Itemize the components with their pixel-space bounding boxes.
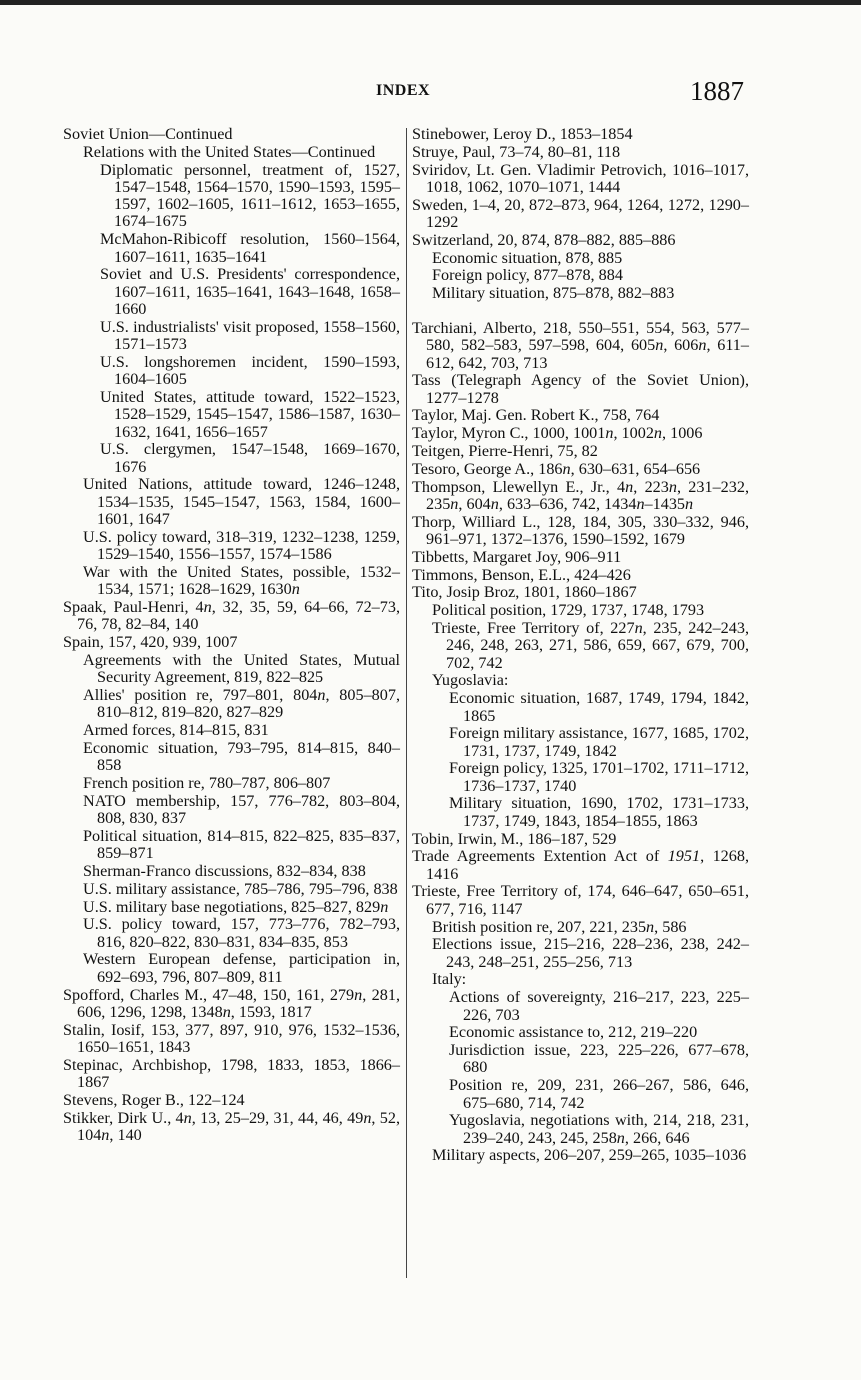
index-entry: Stinebower, Leroy D., 1853–1854 [412,125,633,143]
index-entry: Tass (Telegraph Agency of the Soviet Union), 1277–1278 [412,371,749,407]
index-subentry: Agreements with the United States, Mutual Security Agreement, 819, 822–825 [83,650,400,687]
index-entry: Struye, Paul, 73–74, 80–81, 118 [412,142,621,161]
index-entry: Tarchiani, Alberto, 218, 550–551, 554, 563, 577–580, 582–583, 597–598, 604, 605n, 606n, 611–612, 642, 703, 713 [412,318,749,372]
index-entry: Thompson, Llewellyn E., Jr., 4n, 223n, 231–232, 235n, 604n, 633–636, 742, 1434n–1435n [412,477,750,513]
index-subentry: U.S. policy toward, 318–319, 1232–1238, 1259, 1529–1540, 1556–1557, 1574–1586 [83,527,400,564]
index-entry: Teitgen, Pierre-Henri, 75, 82 [412,442,598,461]
index-subentry: U.S. military assistance, 785–786, 795–796, 838 [83,879,398,898]
index-entry: Sviridov, Lt. Gen. Vladimir Petrovich, 1016–1017, 1018, 1062, 1070–1071, 1444 [412,160,749,196]
index-entry: Switzerland, 20, 874, 878–882, 885–886 [412,230,676,249]
index-entry: Taylor, Myron C., 1000, 1001n, 1002n, 1006 [412,424,703,443]
index-subentry: U.S. policy toward, 157, 773–776, 782–793, 816, 820–822, 830–831, 834–835, 853 [83,915,400,951]
index-subentry: Allies' position re, 797–801, 804n, 805–807, 810–812, 819–820, 827–829 [83,686,401,722]
index-entry: Spofford, Charles M., 47–48, 150, 161, 279n, 281, 606, 1296, 1298, 1348n, 1593, 1817 [63,985,400,1021]
index-subentry: U.S. industrialists' visit proposed, 1558–1560, 1571–1573 [100,317,400,354]
index-entry: Trieste, Free Territory of, 174, 646–647, 650–651, 677, 716, 1147 [412,882,749,918]
index-subentry: Economic situation, 1687, 1749, 1794, 1842, 1865 [449,689,749,725]
section-gap [412,303,749,320]
index-subentry: Economic situation, 878, 885 [432,248,623,267]
index-entry: Stalin, Iosif, 153, 377, 897, 910, 976, 1532–1536, 1650–1651, 1843 [63,1020,400,1056]
index-entry: Timmons, Benson, E.L., 424–426 [412,565,631,584]
index-entry: Taylor, Maj. Gen. Robert K., 758, 764 [412,406,660,425]
index-subentry: Military aspects, 206–207, 259–265, 1035–1036 [432,1146,747,1165]
index-subentry: Actions of sovereignty, 216–217, 223, 225–226, 703 [449,988,749,1024]
index-subentry: Economic assistance to, 212, 219–220 [449,1023,698,1042]
running-head: INDEX [376,82,431,99]
index-entry: Tobin, Irwin, M., 186–187, 529 [412,829,617,848]
index-entry: Tito, Josip Broz, 1801, 1860–1867 [412,583,637,602]
index-subentry: Elections issue, 215–216, 228–236, 238, 242–243, 248–251, 255–256, 713 [432,935,749,971]
index-subentry: Jurisdiction issue, 223, 225–226, 677–678, 680 [449,1041,749,1077]
index-subentry: Military situation, 1690, 1702, 1731–1733, 1737, 1749, 1843, 1854–1855, 1863 [449,794,749,830]
page-header [0,0,861,115]
index-subentry: Trieste, Free Territory of, 227n, 235, 242–243, 246, 248, 263, 271, 586, 659, 667, 679, 700, 702, 742 [432,619,750,672]
index-subentry: Relations with the United States—Continued [83,142,376,161]
index-column-left [63,126,400,1145]
index-subentry: French position re, 780–787, 806–807 [83,773,331,792]
index-subentry: Foreign military assistance, 1677, 1685, 1702, 1731, 1737, 1749, 1842 [449,724,749,760]
index-subentry: Economic situation, 793–795, 814–815, 840–858 [83,738,400,775]
index-subentry: British position re, 207, 221, 235n, 586 [432,917,687,936]
index-column-right [412,126,749,1165]
index-entry: Stikker, Dirk U., 4n, 13, 25–29, 31, 44, 46, 49n, 52, 104n, 140 [63,1108,400,1144]
index-entry: Thorp, Williard L., 128, 184, 305, 330–332, 946, 961–971, 1372–1376, 1590–1592, 1679 [412,512,749,549]
index-subentry: War with the United States, possible, 1532–1534, 1571; 1628–1629, 1630n [83,562,400,599]
index-subentry: Yugoslavia: [432,671,509,690]
index-entry: Spaak, Paul-Henri, 4n, 32, 35, 59, 64–66, 72–73, 76, 78, 82–84, 140 [63,598,400,634]
index-subentry: Armed forces, 814–815, 831 [83,721,269,740]
index-entry: Stepinac, Archbishop, 1798, 1833, 1853, 1866–1867 [63,1055,400,1092]
index-entry: Tibbetts, Margaret Joy, 906–911 [412,547,622,566]
index-subentry: U.S. longshoremen incident, 1590–1593, 1604–1605 [100,352,400,389]
index-subentry: NATO membership, 157, 776–782, 803–804, 808, 830, 837 [83,791,400,828]
index-entry: Spain, 157, 420, 939, 1007 [63,633,238,652]
index-subentry: Position re, 209, 231, 266–267, 586, 646, 675–680, 714, 742 [449,1076,749,1112]
index-subentry: Soviet and U.S. Presidents' correspondence, 1607–1611, 1635–1641, 1643–1648, 1658–1660 [100,265,400,318]
index-subentry: Foreign policy, 1325, 1701–1702, 1711–1712, 1736–1737, 1740 [449,759,749,795]
index-entry: Sweden, 1–4, 20, 872–873, 964, 1264, 1272, 1290–1292 [412,195,749,231]
index-entry: Tesoro, George A., 186n, 630–631, 654–656 [412,459,701,478]
index-entry: Trade Agreements Extention Act of 1951, 1268, 1416 [412,847,749,883]
column-divider [406,128,407,1278]
index-subentry: U.S. clergymen, 1547–1548, 1669–1670, 1676 [100,440,400,476]
index-subentry: Military situation, 875–878, 882–883 [432,284,675,303]
index-subentry: United States, attitude toward, 1522–1523, 1528–1529, 1545–1547, 1586–1587, 1630–1632, 1641, 1656–1657 [100,387,400,441]
index-subentry: Political situation, 814–815, 822–825, 835–837, 859–871 [83,826,400,863]
index-entry: Soviet Union—Continued [63,125,233,143]
index-subentry: Western European defense, participation in, 692–693, 796, 807–809, 811 [83,950,400,986]
index-subentry: United Nations, attitude toward, 1246–1248, 1534–1535, 1545–1547, 1563, 1584, 1600–1601, 1647 [83,475,400,529]
index-subentry: Diplomatic personnel, treatment of, 1527, 1547–1548, 1564–1570, 1590–1593, 1595–1597, 1602–1605, 1611–1612, 1653–1655, 1674–1675 [100,160,400,231]
index-subentry: Yugoslavia, negotiations with, 214, 218, 231, 239–240, 243, 245, 258n, 266, 646 [449,1111,749,1147]
index-subentry: U.S. military base negotiations, 825–827, 829n [83,897,389,916]
page-number: 1887 [690,76,744,106]
index-subentry: Italy: [432,970,467,989]
index-entry: Stevens, Roger B., 122–124 [63,1090,245,1109]
index-subentry: Foreign policy, 877–878, 884 [432,266,623,285]
index-subentry: Sherman-Franco discussions, 832–834, 838 [83,861,366,880]
index-subentry: McMahon-Ribicoff resolution, 1560–1564, 1607–1611, 1635–1641 [100,230,400,266]
index-subentry: Political position, 1729, 1737, 1748, 1793 [432,601,705,620]
